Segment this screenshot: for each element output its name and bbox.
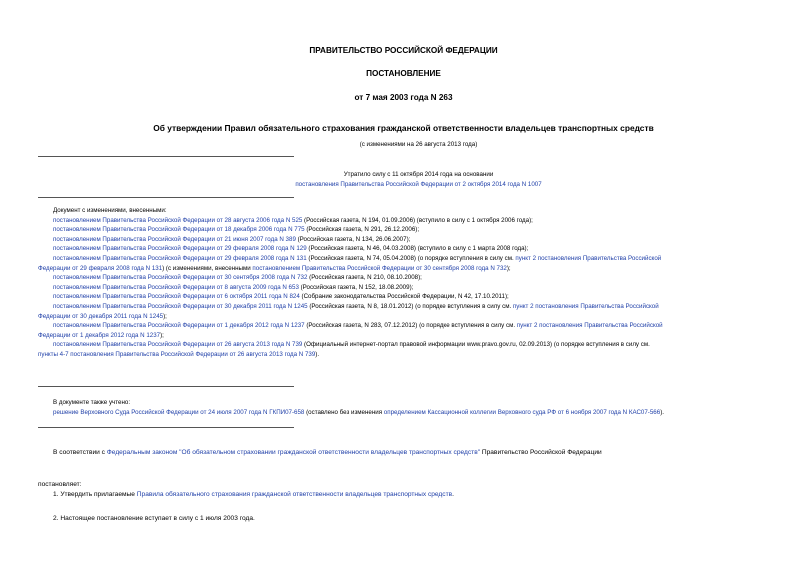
amendment-link[interactable]: постановлением Правительства Российской Федерации от 1 декабря 2012 года N 1237 <box>53 322 305 330</box>
amendment-point-link[interactable]: пункт 2 постановления Правительства Российской <box>512 302 659 310</box>
amendment-line <box>38 264 768 274</box>
amendment-link[interactable]: постановлением Правительства Российской Федерации от 26 августа 2013 года N 739 <box>53 341 303 349</box>
amendment-link[interactable]: постановлением Правительства Российской Федерации от 21 июня 2007 года N 389 <box>53 235 296 243</box>
clause-2-line: 2. Настоящее постановление вступает в силу с 1 июля 2003 года. <box>53 515 255 522</box>
amendment-line <box>38 312 768 322</box>
amendment-point-link[interactable]: Федерации от 1 декабря 2012 года N 1237 <box>38 331 161 339</box>
amendment-link[interactable]: постановлением Правительства Российской Федерации от 29 февраля 2008 года N 131 <box>53 254 307 262</box>
expired-link-line <box>15 180 807 190</box>
amendment-line <box>38 302 768 312</box>
amendment-line <box>38 340 768 350</box>
amendment-item <box>38 340 768 359</box>
amendment-text: ); <box>163 312 167 320</box>
amendment-item <box>38 235 768 245</box>
amendment-item <box>38 302 768 321</box>
amendment-line <box>38 321 768 331</box>
clause-1 <box>38 490 778 500</box>
amendment-point-link[interactable]: Федерации от 29 февраля 2008 года N 131 <box>38 264 163 272</box>
amendment-point-link[interactable]: Федерации от 30 декабря 2011 года N 1245 <box>38 312 164 320</box>
preamble-text: В соответствии с <box>53 449 107 456</box>
amendment-item <box>38 225 768 235</box>
amendment-item <box>38 283 768 293</box>
amendment-item <box>38 244 768 254</box>
amendments-intro: Документ с изменениями, внесенными: <box>53 207 167 214</box>
amendment-text: ). <box>315 350 320 358</box>
amendment-point-link[interactable]: пункты 4-7 постановления Правительства Российской Федерации от 26 августа 2013 года N 739 <box>38 350 316 358</box>
amendment-line <box>38 331 768 341</box>
amendment-text: (Российская газета, N 291, 26.12.2006); <box>304 226 420 234</box>
amendment-item <box>38 321 768 340</box>
document-title: Об утверждении Правил обязательного страхования гражданской ответственности владельцев транспортных средств <box>153 123 654 133</box>
decrees-word: постановляет: <box>38 481 82 488</box>
amendment-text: (Российская газета, N 74, 05.04.2008) (о порядке вступления в силу см. <box>306 254 516 262</box>
expired-note: Утратило силу с 11 октября 2014 года на основании <box>343 171 494 178</box>
clause-2 <box>38 514 778 524</box>
court-decision-link[interactable]: решение Верховного Суда Российской Федерации от 24 июля 2007 года N ГКПИ07-658 <box>53 408 305 416</box>
cassation-ruling-link[interactable]: определением Кассационной коллегии Верховного суда РФ от 6 ноября 2007 года N КАС07-566 <box>383 408 661 416</box>
amendment-text: (Официальный интернет-портал правовой информации www.pravo.gov.ru, 02.09.2013) (о порядке вступления в силу см. <box>302 341 650 349</box>
amendment-text: (Российская газета, N 194, 01.09.2006) (вступило в силу с 1 октября 2006 года); <box>302 216 533 224</box>
document-type-heading: ПОСТАНОВЛЕНИЕ <box>366 69 441 78</box>
amendment-text: (Собрание законодательства Российской Федерации, N 42, 17.10.2011); <box>299 293 509 301</box>
see-also-text: ). <box>660 408 664 416</box>
divider <box>38 386 294 387</box>
amendment-text: (Российская газета, N 283, 07.12.2012) (о порядке вступления в силу см. <box>304 322 517 330</box>
amendment-link[interactable]: постановлением Правительства Российской Федерации от 6 октября 2011 года N 824 <box>53 293 300 301</box>
changes-note: (с изменениями на 26 августа 2013 года) <box>359 141 478 148</box>
amendments-block <box>38 206 768 360</box>
divider <box>38 156 294 157</box>
see-also-text: (оставлено без изменения <box>304 408 384 416</box>
amendment-link[interactable]: постановлением Правительства Российской Федерации от 8 августа 2009 года N 653 <box>53 283 299 291</box>
amendment-text: ); <box>506 264 511 272</box>
preamble-paragraph <box>38 448 778 458</box>
amendment-text: (Российская газета, N 152, 18.08.2009); <box>298 283 414 291</box>
federal-law-link[interactable]: Федеральным законом "Об обязательном страховании гражданской ответственности владельцев транспортных средств" <box>106 449 481 456</box>
amendment-text: (Российская газета, N 46, 04.03.2008) (вступило в силу с 1 марта 2008 года); <box>306 245 529 253</box>
divider <box>38 197 294 198</box>
amendment-item <box>38 273 768 283</box>
preamble-text: Правительство Российской Федерации <box>480 449 602 456</box>
clause-text: 1. Утвердить прилагаемые <box>53 491 137 498</box>
amendment-line <box>38 350 768 360</box>
amendment-text: (Российская газета, N 210, 08.10.2008); <box>307 274 422 282</box>
amendment-item <box>38 292 768 302</box>
see-also-intro: В документе также учтено: <box>53 399 131 406</box>
amendment-item <box>38 216 768 226</box>
clause-text: . <box>452 491 454 498</box>
date-number-heading: от 7 мая 2003 года N 263 <box>354 93 453 102</box>
amendment-link[interactable]: постановлением Правительства Российской Федерации от 30 декабря 2011 года N 1245 <box>53 302 308 310</box>
amendment-link[interactable]: постановлением Правительства Российской Федерации от 30 сентября 2008 года N 732 <box>252 264 507 272</box>
amendment-text: ); <box>160 331 164 339</box>
amendment-text: ) (с изменениями, внесенными <box>162 264 253 272</box>
preamble-line <box>38 448 778 458</box>
amendment-line <box>38 254 768 264</box>
expired-basis-link[interactable]: постановления Правительства Российской Федерации от 2 октября 2014 года N 1007 <box>295 181 542 188</box>
amendment-item <box>38 254 768 273</box>
government-heading: ПРАВИТЕЛЬСТВО РОССИЙСКОЙ ФЕДЕРАЦИИ <box>309 46 498 55</box>
see-also-item <box>38 408 778 418</box>
see-also-block <box>38 398 778 417</box>
amendment-link[interactable]: постановлением Правительства Российской Федерации от 18 декабря 2006 года N 775 <box>53 226 305 234</box>
amendment-link[interactable]: постановлением Правительства Российской Федерации от 30 сентября 2008 года N 732 <box>53 274 308 282</box>
amendment-link[interactable]: постановлением Правительства Российской Федерации от 28 августа 2006 года N 525 <box>53 216 303 224</box>
amendment-point-link[interactable]: пункт 2 постановления Правительства Российской <box>516 322 663 330</box>
amendment-text: (Российская газета, N 134, 26.06.2007); <box>295 235 411 243</box>
amendment-point-link[interactable]: пункт 2 постановления Правительства Российской <box>515 254 662 262</box>
amendment-link[interactable]: постановлением Правительства Российской Федерации от 29 февраля 2008 года N 129 <box>53 245 307 253</box>
divider <box>38 427 294 428</box>
clause-1-line <box>38 490 778 500</box>
amendment-text: (Российская газета, N 8, 18.01.2012) (о порядке вступления в силу см. <box>307 302 513 310</box>
rules-link[interactable]: Правила обязательного страхования гражданской ответственности владельцев транспортных средств <box>136 491 453 498</box>
